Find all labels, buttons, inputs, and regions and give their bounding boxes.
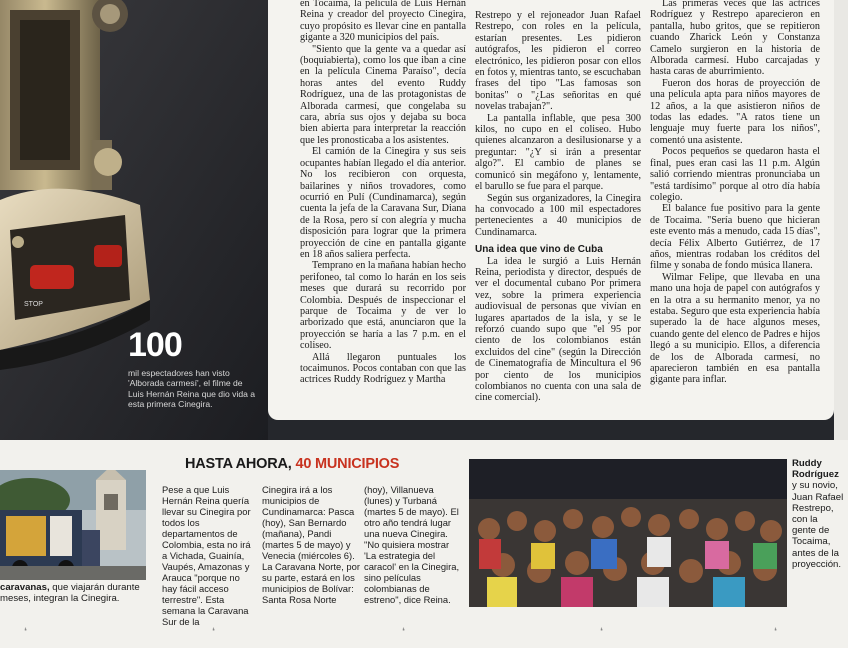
headline-part-a: HASTA AHORA, (185, 456, 292, 472)
photo-caption: mil espectadores han visto 'Alborada carmesí', el filme de Luis Hernán Reina que dio vida a esta primera Cinegira. (128, 368, 256, 410)
sidebar-column-c (364, 484, 460, 605)
fold-mark-icon: ❛ (600, 626, 603, 636)
crowd-caption (792, 458, 844, 570)
big-number: 100 (128, 326, 182, 364)
paragraph: Cinegira irá a los municipios de Cundinamarca: Pasca (hoy), San Bernardo (mañana), Pandi (martes 5 de mayo) y Venecia (miércoles 6). La Caravana Norte, por su parte, estará en los municipios de Bolívar: Santa Rosa Norte (262, 484, 360, 605)
article-column-3 (650, 0, 820, 386)
paragraph: en Tocaima, la película de Luis Hernán Reina y creador del proyecto Cinegira, cuyo propósito es llevar cine en pantalla gigante a 320 municipios del país. (300, 0, 466, 44)
truck-caption-text: que viajarán durante (52, 582, 140, 593)
article-column-1 (300, 0, 466, 386)
paragraph: Wilmar Felipe, que llevaba en una mano una hoja de papel con autógrafos y en la otra a su hermanito menor, ya no estaba. Seguro que esta experiencia había superado la de hace algunos meses, cuando gente del elenco de Padres e hijos llegó a su municipio. Ellos, a diferencia de los de Alborada carmesí, no aparecieron también en esa pantalla gigante para inflar. (650, 271, 820, 386)
sidebar-headline (185, 456, 399, 472)
truck-illustration (0, 470, 146, 580)
article-column-2 (475, 10, 641, 404)
truck-caption (0, 582, 146, 604)
truck-caption-bold: caravanas, (0, 582, 50, 593)
paragraph: Las primeras veces que las actrices Rodríguez y Restrepo aparecieron en pantalla, hubo gritos, que se repitieron cuando Zharick León y Constanza Camelo surgieron en la historia de Alborada carmesí. Hubo carcajadas y hasta caras de aburrimiento. (650, 0, 820, 78)
paragraph: Pocos pequeños se quedaron hasta el final, pues eran casi las 11 p.m. Algún salió corriendo mientras pronunciaba un "está tardísimo" porque al otro día había colegio. (650, 146, 820, 203)
fold-mark-icon: ❛ (24, 626, 27, 636)
paragraph: El balance fue positivo para la gente de Tocaima. "Sería bueno que hicieran este evento más a menudo, cada 15 días", decía Félix Alberto Gutiérrez, de 17 años, mientras rodaban los créditos del filme y sonaba de fondo música llanera. (650, 203, 820, 272)
paragraph: El camión de la Cinegira y sus seis ocupantes habían llegado el día anterior. No los recibieron con orquesta, bailarines y niños trovadores, como ocurrió en Pulí (Cundinamarca), según cuenta la jefa de la Caravana Sur, Diana de la Rosa, pero sí con alegría y mucha disposición para lograr que la primera proyección de cine en pantalla gigante en 18 años saliera perfecta. (300, 146, 466, 260)
paragraph: Temprano en la mañana habían hecho perifoneo, tal como lo harán en los seis meses que durará su recorrido por Colombia. Después de inspeccionar el parque de Tocaima y de ver lo arborizado que está, anunciaron que la proyección se haría a las 7 p.m. en el coliseo. (300, 260, 467, 352)
paragraph: La idea le surgió a Luis Hernán Reina, periodista y director, después de ver el documental cubano Por primera vez, sobre la primera experiencia audiovisual de personas que vivían en lugares apartados de la isla, y se le reforzó cuando supo que "el 95 por ciento de los colombianos están excluidos del cine" (según la Dirección de Cinematografía de Mincultura el 96 por ciento de los municipios colombianos no cuenta con una sala de cine comercial). (475, 255, 641, 404)
fold-mark-icon: ❛ (774, 626, 777, 636)
paragraph: Fueron dos horas de proyección de una película apta para niños mayores de 12 años, a la que asistieron niños de todas las edades. "A ratos tiene un lenguaje muy fuerte para los niños", comentó una asistente. (650, 77, 820, 146)
paragraph: (hoy), Villanueva (lunes) y Turbaná (martes 5 de mayo). El otro año tendrá lugar una nueva Cinegira. "No quisiera mostrar 'La estrategia del caracol' en la Cinegira, sino películas colombianas de estreno", dice Reina. (364, 484, 460, 605)
fold-mark-icon: ❛ (402, 626, 405, 636)
paragraph: Restrepo y el rejoneador Juan Rafael Restrepo, con roles en la película, estarían presentes. Les pidieron autógrafos, les pidieron el correo electrónico, les pidieron posar con ellos en fotos y, mientras tanto, se escuchaban frases del tipo "Las famosas son bonitas" o "¿Las señoritas en qué novelas trabajan?". (475, 10, 641, 113)
article-text-block (268, 0, 834, 420)
projector-photo (0, 0, 268, 440)
bottom-margin (0, 620, 848, 648)
paragraph: "Siento que la gente va a quedar así (boquiabierta), como los que iban a cine en la película Cinema Paraíso", decía horas antes del evento Ruddy Rodríguez, una de las protagonistas de Alborada carmesí, que congelaba su cara, abría sus ojos y dejaba su boca bien abierta para interpretar la reacción que les pronosticaba a los asistentes. (300, 43, 466, 146)
headline-part-b: 40 MUNICIPIOS (295, 456, 400, 472)
paragraph: Allá llegaron puntuales los tocaimunos. Pocos contaban con que las actrices Ruddy Rodríguez y Martha (300, 351, 466, 386)
sidebar-section (0, 440, 848, 648)
sidebar-column-b (262, 484, 360, 605)
crowd-illustration (469, 459, 787, 607)
paragraph: La pantalla inflable, que pesa 300 kilos, no cupo en el coliseo. Hubo quienes alcanzaron a desilusionarse y a preguntar: "¿Y si irán a presentar algo?". El cambio de planes se comunicó sin megáfono y, lentamente, el barullo se fue para el parque. (475, 112, 641, 193)
crowd-photo (469, 459, 787, 607)
truck-caption-line2: meses, integran la Cinegira. (0, 593, 120, 604)
stop-label: STOP (24, 301, 43, 308)
paragraph: Pese a que Luis Hernán Reina quería llevar su Cinegira por todos los departamentos de Colombia, esta no irá a Vichada, Guainía, Vaupés, Amazonas y Arauca "porque no hay fácil acceso terrestre". Esta semana la Caravana Sur de la (162, 484, 251, 627)
crowd-caption-bold: Ruddy Rodríguez (792, 458, 839, 481)
truck-photo (0, 470, 146, 580)
paragraph: Según sus organizadores, la Cinegira ha convocado a 100 mil espectadores pertenecientes a 40 municipios de Cundinamarca. (475, 192, 641, 238)
subheading: Una idea que vino de Cuba (475, 244, 603, 256)
crowd-caption-text: y su novio, Juan Rafael Restrepo, con la gente de Tocaima, antes de la proyección. (792, 480, 844, 570)
fold-mark-icon: ❛ (212, 626, 215, 636)
sidebar-column-a (162, 484, 256, 627)
right-margin-strip (834, 0, 848, 440)
